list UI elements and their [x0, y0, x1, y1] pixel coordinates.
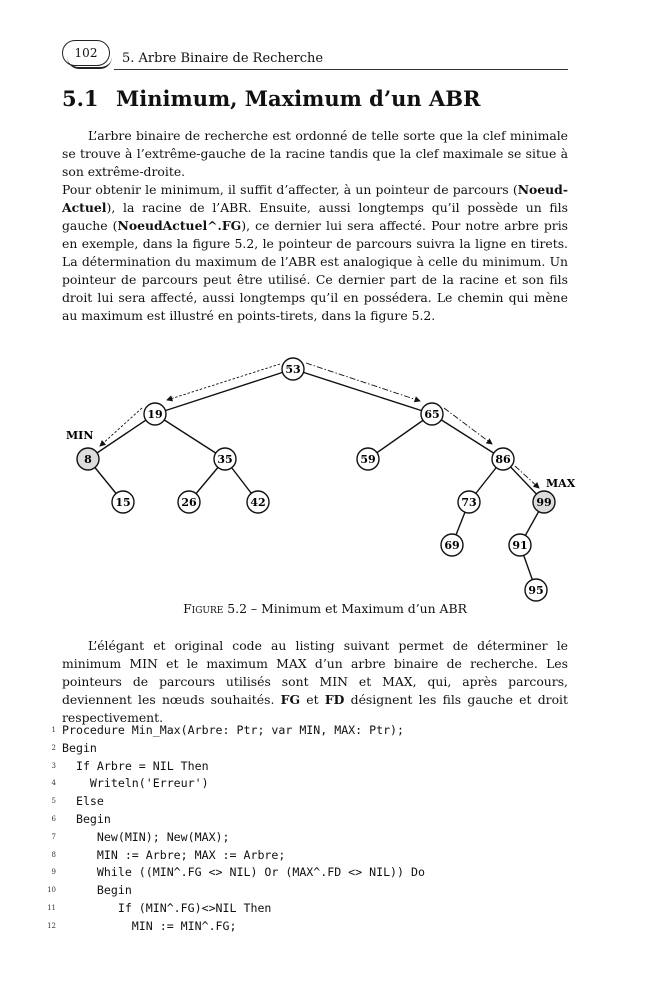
- tree-node: [525, 579, 547, 601]
- line-number: 6: [51, 814, 56, 823]
- min-label: MIN: [66, 429, 94, 442]
- code-line: [40, 900, 580, 918]
- node-key: 65: [424, 408, 440, 421]
- node-key: 59: [360, 453, 376, 466]
- tree-node: [144, 403, 166, 425]
- line-number: 12: [47, 921, 56, 930]
- node-key: 26: [181, 496, 197, 509]
- tree-node: [77, 448, 99, 470]
- code-line: [40, 918, 580, 936]
- tree-node: [458, 491, 480, 513]
- paragraph-method: [62, 181, 568, 325]
- code-text: Begin: [62, 883, 132, 898]
- code-text: If Arbre = NIL Then: [62, 758, 209, 773]
- node-key: 86: [495, 453, 511, 466]
- max-label: MAX: [546, 477, 576, 490]
- line-number: 4: [51, 779, 56, 788]
- line-number: 10: [47, 886, 56, 895]
- tree-edge: [368, 414, 432, 459]
- bold-term: FG: [280, 692, 301, 707]
- paragraph-code-intro: [62, 637, 568, 727]
- node-key: 73: [461, 496, 477, 509]
- tree-edge: [432, 414, 503, 459]
- tree-node: [247, 491, 269, 513]
- text-run: L’élégant et original code au listing suivant permet de déterminer le minimum MIN et le maximum MAX d’un arbre binaire de recherche. Les pointeurs de parcours utilisés sont MIN et MAX, qui, après parcours, deviennent les nœuds souhaités.: [62, 638, 568, 707]
- figure-label: Figure 5.2 –: [183, 601, 258, 616]
- bst-figure: [50, 352, 590, 602]
- line-number: 2: [51, 743, 56, 752]
- code-listing: [40, 722, 580, 936]
- section-number: 5.1: [62, 86, 99, 111]
- line-number: 5: [51, 797, 56, 806]
- node-key: 42: [250, 496, 266, 509]
- tree-node: [112, 491, 134, 513]
- node-key: 99: [536, 496, 552, 509]
- section-title: Minimum, Maximum d’un ABR: [116, 86, 481, 111]
- tree-edges: [88, 369, 544, 590]
- code-text: MIN := MIN^.FG;: [62, 918, 237, 933]
- code-line: [40, 793, 580, 811]
- text-run: ), la racine de l’ABR. Ensuite, aussi longtemps qu’il possède un fils gauche (: [62, 200, 568, 233]
- bold-term: NoeudActuel: [62, 182, 568, 215]
- line-number: 1: [51, 726, 56, 734]
- text-run: désignent les fils gauche et droit respectivement.: [62, 692, 568, 725]
- code-line: [40, 864, 580, 882]
- code-text: New(MIN); New(MAX);: [62, 829, 230, 844]
- bold-term: FD: [324, 692, 345, 707]
- code-line: [40, 847, 580, 865]
- code-text: Begin: [62, 740, 97, 755]
- page-header: [62, 38, 568, 70]
- code-line: [40, 829, 580, 847]
- code-line: [40, 775, 580, 793]
- text-run: Pour obtenir le minimum, il suffit d’affecter, à un pointeur de parcours (: [62, 182, 518, 197]
- bold-term: NoeudActuel^.FG: [117, 218, 242, 233]
- line-number: 8: [51, 850, 56, 859]
- code-line: [40, 758, 580, 776]
- node-key: 35: [217, 453, 233, 466]
- line-number: 11: [47, 903, 56, 912]
- code-line: [40, 882, 580, 900]
- tree-node: [357, 448, 379, 470]
- node-key: 95: [528, 584, 544, 597]
- tree-node: [214, 448, 236, 470]
- tree-node: [178, 491, 200, 513]
- min-path: [100, 364, 280, 446]
- node-key: 8: [84, 453, 92, 466]
- code-text: Begin: [62, 811, 111, 826]
- node-key: 91: [512, 539, 528, 552]
- node-key: 69: [444, 539, 460, 552]
- figure-caption-text: Minimum et Maximum d’un ABR: [261, 601, 467, 616]
- code-text: If (MIN^.FG)<>NIL Then: [62, 900, 272, 915]
- code-text: MIN := Arbre; MAX := Arbre;: [62, 847, 286, 862]
- code-text: While ((MIN^.FG <> NIL) Or (MAX^.FD <> NIL)) Do: [62, 865, 425, 880]
- code-text: Procedure Min_Max(Arbre: Ptr; var MIN, MAX: Ptr);: [62, 723, 405, 737]
- tree-edge: [293, 369, 432, 414]
- code-line: [40, 740, 580, 758]
- tree-node: [421, 403, 443, 425]
- node-key: 15: [115, 496, 131, 509]
- tree-edge: [155, 414, 225, 459]
- tree-edge: [155, 369, 293, 414]
- code-text: Else: [62, 794, 104, 809]
- code-text: Writeln('Erreur'): [62, 776, 209, 791]
- line-number: 3: [51, 761, 56, 770]
- text-run: ), ce dernier lui sera affecté. Pour notre arbre pris en exemple, dans la figure 5.2, le pointeur de parcours suivra la ligne en tirets. La détermination du maximum de l’ABR est analogique à celle du minimum. Un pointeur de parcours peut être utilisé. Ce dernier part de la racine et son fils droit lui sera affecté, aussi longtemps qu’il en possédera. Le chemin qui mène au maximum est illustré en points-tirets, dans la figure 5.2.: [62, 218, 569, 323]
- node-key: 19: [147, 408, 163, 421]
- running-title: 5. Arbre Binaire de Recherche: [122, 51, 324, 66]
- section-heading: [62, 86, 481, 111]
- tree-node: [533, 491, 555, 513]
- page-number: 102: [62, 40, 110, 66]
- line-number: 7: [51, 832, 56, 841]
- tree-node: [509, 534, 531, 556]
- line-number: 9: [51, 868, 56, 877]
- header-rule: [114, 69, 568, 70]
- paragraph-intro: L’arbre binaire de recherche est ordonné de telle sorte que la clef minimale se trouve à l’extrême-gauche de la racine tandis que la clef maximale se situe à son extrême-droite.: [62, 128, 568, 179]
- tree-edge: [88, 414, 155, 459]
- tree-node: [441, 534, 463, 556]
- code-line: [40, 722, 580, 740]
- tree-node: [282, 358, 304, 380]
- figure-caption: [0, 601, 650, 616]
- code-line: [40, 811, 580, 829]
- tree-node: [492, 448, 514, 470]
- node-key: 53: [285, 363, 301, 376]
- tree-nodes: [77, 358, 555, 601]
- text-run: et: [300, 692, 325, 707]
